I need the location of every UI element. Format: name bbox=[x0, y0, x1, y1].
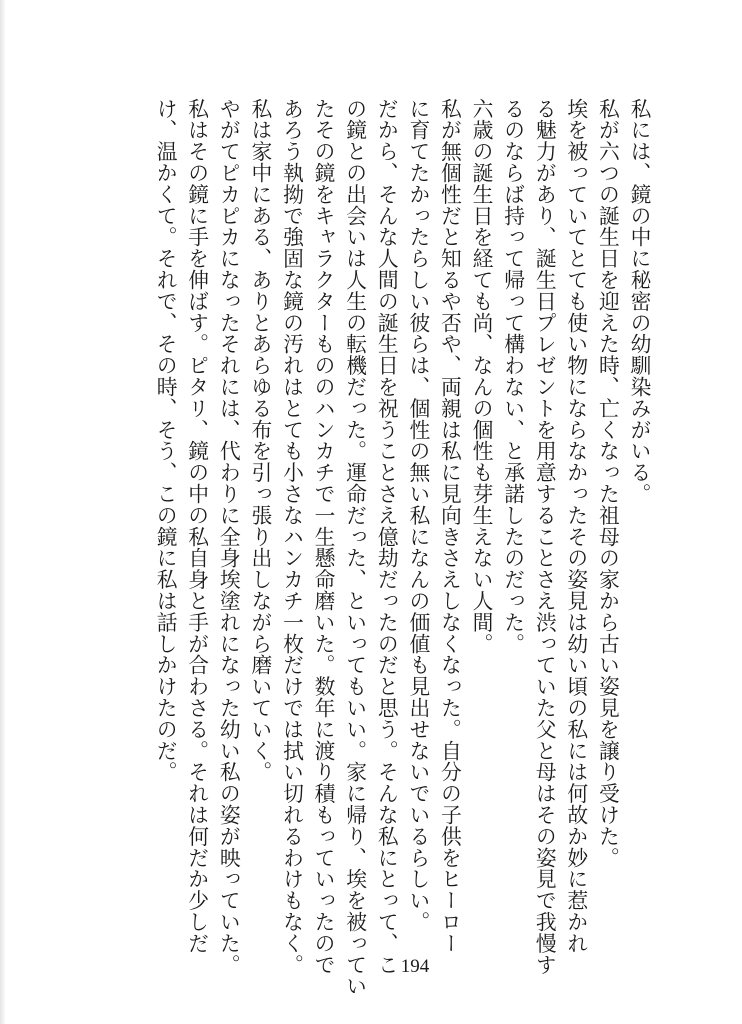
text-line: 私には、鏡の中に秘密の幼馴染みがいる。 bbox=[627, 98, 651, 505]
text-line: 私は家中にある、ありとあらゆる布を引っ張り出しながら磨いていく。 bbox=[247, 98, 272, 783]
page-number: 194 bbox=[400, 956, 430, 977]
text-line: る魅力があり、誕生日プレゼントを用意することさえ渋っていた父と母はその姿見で我慢す bbox=[532, 98, 557, 976]
text-line: け、温かくて。それで、その時、そう、この鏡に私は話しかけたのだ。 bbox=[153, 98, 178, 783]
text-line: の鏡との出会いは人生の転機だった。運命だった、といってもいい。家に帰り、埃を被ってい bbox=[342, 98, 367, 997]
text-line: 六歳の誕生日を経ても尚、なんの個性も芽生えない人間。 bbox=[469, 98, 494, 655]
text-line: に育てたかったらしい彼らは、個性の無い私になんの価値も見出せないでいるらしい。 bbox=[405, 98, 430, 933]
text-line: だから、そんな人間の誕生日を祝うことさえ億劫だったのだと思う。そんな私にとって、こ bbox=[374, 98, 399, 976]
text-line: 私はその鏡に手を伸ばす。ピタリ、鏡の中の私自身と手が合わさる。それは何だか少しだ bbox=[184, 98, 209, 954]
text-line: 私が六つの誕生日を迎えた時、亡くなった祖母の家から古い姿見を譲り受けた。 bbox=[595, 98, 620, 869]
text-line: あろう執拗で強固な鏡の汚れはとても小さなハンカチ一枚だけでは拭い切れるわけもなく。 bbox=[279, 98, 304, 976]
text-line: 私が無個性だと知るや否や、両親は私に見向きさえしなくなった。自分の子供をヒーロー bbox=[437, 98, 462, 954]
page-edge-shadow bbox=[0, 0, 6, 1024]
text-line: るのならば持って帰って構わない、と承諾したのだった。 bbox=[500, 98, 525, 655]
text-line: たその鏡をキャラクターもののハンカチで一生懸命磨いた。数年に渡り積もっていったので bbox=[311, 98, 336, 976]
text-line: 埃を被っていてとても使い物にならなかったその姿見は幼い頃の私には何故か妙に惹かれ bbox=[563, 98, 588, 954]
text-line: やがてピカピカになったそれには、代わりに全身埃塗れになった幼い私の姿が映っていた。 bbox=[216, 98, 241, 976]
